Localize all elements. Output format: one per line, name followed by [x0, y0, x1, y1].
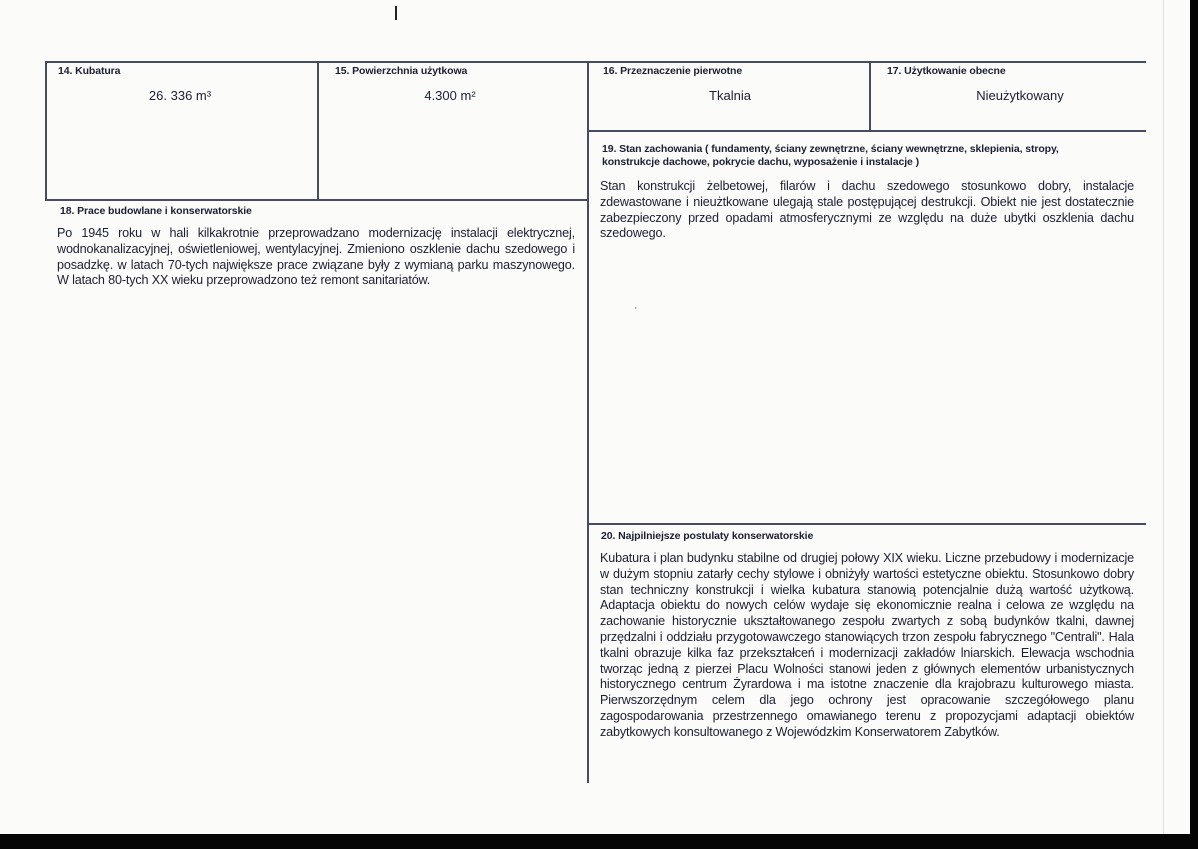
scan-edge: [1163, 0, 1164, 834]
powierzchnia-value: 4.300 m²: [424, 88, 476, 103]
uzytkowanie-value: Nieużytkowany: [976, 88, 1064, 103]
center-divider: [587, 61, 589, 783]
kubatura-label: 14. Kubatura: [58, 65, 121, 77]
kubatura-value: 26. 336 m³: [148, 88, 212, 103]
powierzchnia-label: 15. Powierzchnia użytkowa: [335, 65, 468, 77]
scan-mark: [395, 6, 397, 20]
przeznaczenie-value: Tkalnia: [709, 88, 751, 103]
prace-label: 18. Prace budowlane i konserwatorskie: [60, 205, 252, 217]
scan-speck: ·: [634, 302, 638, 314]
divider-16-17: [869, 61, 871, 132]
przeznaczenie-label: 16. Przeznaczenie pierwotne: [603, 65, 743, 77]
postulaty-text: Kubatura i plan budynku stabilne od drugiej połowy XIX wieku. Liczne przebudowy i modernizacje w dużym stopniu zatarły cechy stylowe i obniżyły wartości estetyczne obiektu. Stosunkowo dobry stan techniczny konstrukcji i wielka kubatura stanowią potencjalnie dużą wartość użytkową. Adaptacja obiektu do nowych celów wydaje się ekonomicznie realna i celowa ze względu na zachowanie historycznie ukształtowanego zespołu zwartych z sobą budynków tkalni, dawnej przędzalni i oddziału przygotowawczego stanowiących trzon zespołu fabrycznego "Centrali". Hala tkalni obrazuje kilka faz przekształceń i modernizacji zakładów lniarskich. Elewacja wschodnia tworząc jedną z pierzei Placu Wolności stanowi jeden z głównych elementów urbanistycznych historycznego centrum Żyrardowa i ma istotne znaczenie dla krajobrazu kulturowego miasta. Pierwszorzędnym celem dla jego ochrony jest opracowanie szczegółowego planu zagospodarowania przestrzennego omawianego terenu z propozycjami adaptacji obiektów zabytkowych konsultowanego z Wojewódzkim Konserwatorem Zabytków.: [600, 551, 1134, 739]
rule-under-16-17: [588, 130, 1146, 132]
prace-text: Po 1945 roku w hali kilkakrotnie przeprowadzano modernizację instalacji elektrycznej, wodnokanalizacyjnej, oświetleniowej, wentylacyjnej. Zmieniono oszklenie dachu szedowego i posadzkę. w latach 70-tych największe prace związane były z wymianą parku maszynowego. W latach 80-tych XX wieku przeprowadzono też remont sanitariatów.: [57, 226, 575, 288]
rule-above-20: [588, 523, 1146, 525]
stan-zachowania-label: 19. Stan zachowania ( fundamenty, ściany zewnętrzne, ściany wewnętrzne, sklepienia, stropy, konstrukcje dachowe, pokrycie dachu, wyposażenie i instalacje ): [602, 143, 1059, 168]
stan-zachowania-text: Stan konstrukcji żelbetowej, filarów i dachu szedowego stosunkowo dobry, instalacje zdewastowane i nieużtkowane ulegają stale postępującej destrukcji. Obiekt nie jest dostatecznie zabezpieczony przed opadami atmosferycznymi ze względu na duże ubytki oszklenia dachu szedowego.: [600, 179, 1134, 241]
postulaty-label: 20. Najpilniejsze postulaty konserwatorskie: [601, 530, 814, 542]
left-border: [45, 61, 47, 201]
top-rule: [45, 61, 1146, 63]
divider-14-15: [317, 61, 319, 201]
uzytkowanie-label: 17. Użytkowanie obecne: [887, 65, 1006, 77]
